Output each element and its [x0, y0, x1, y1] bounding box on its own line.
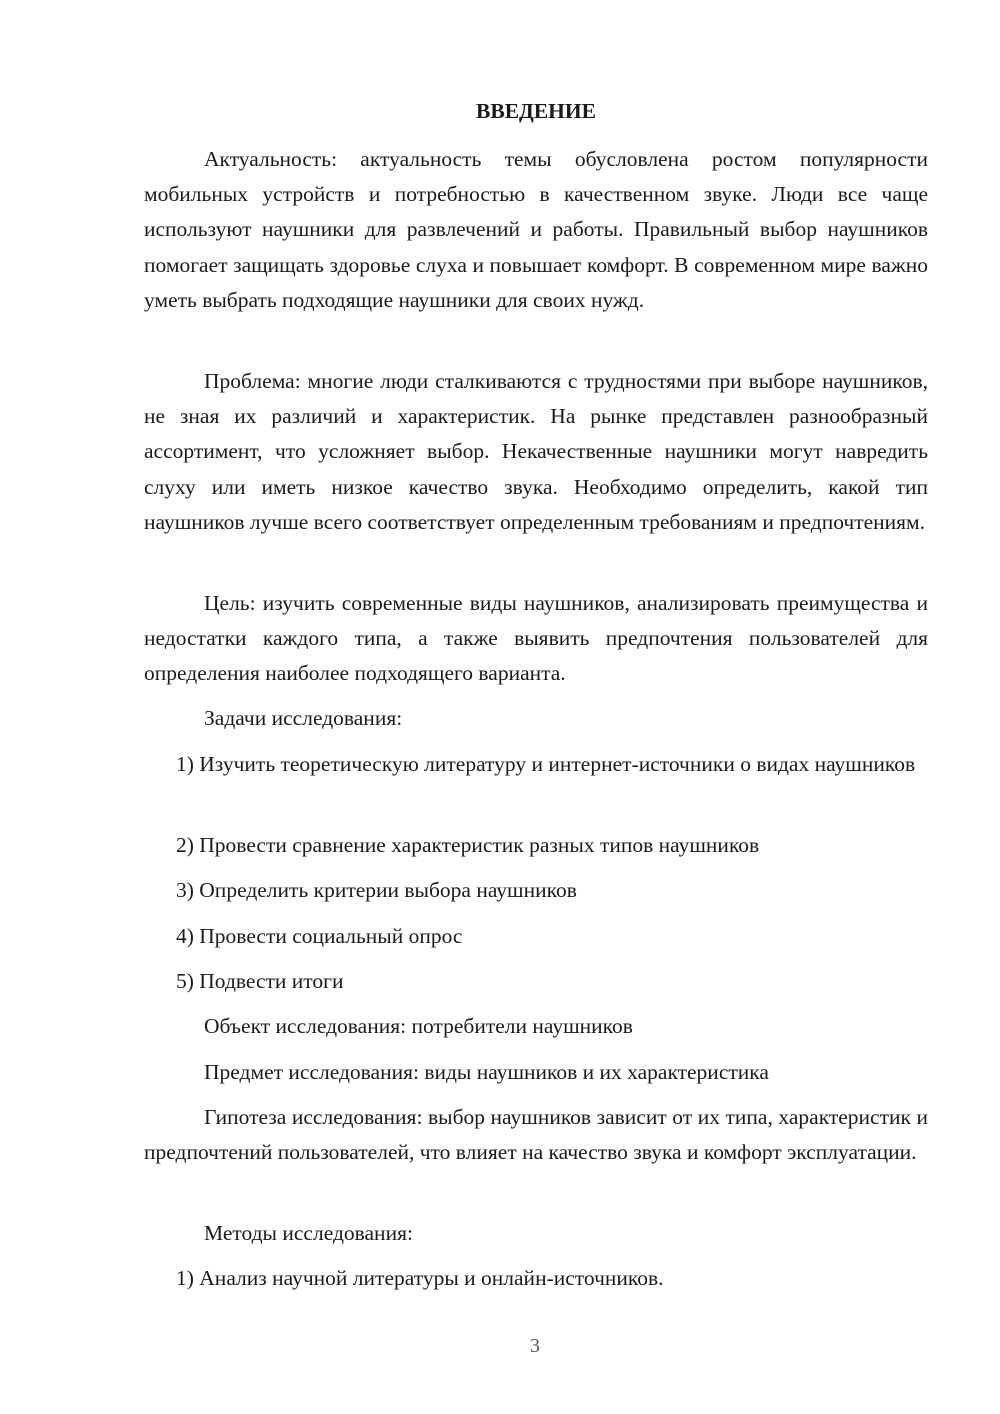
hypothesis-paragraph: Гипотеза исследования: выбор наушников зависит от их типа, характеристик и предпочтений пользователей, что влияет на качество звука и комфорт эксплуатации.	[144, 1105, 928, 1165]
task-item: 1) Изучить теоретическую литературу и интернет-источники о видах наушников	[176, 752, 916, 776]
task-item: 4) Провести социальный опрос	[176, 924, 463, 948]
tasks-heading: Задачи исследования:	[204, 706, 403, 730]
page-number: 3	[530, 1335, 540, 1357]
problem-paragraph: Проблема: многие люди сталкиваются с трудностями при выборе наушников, не зная их различий и характеристик. На рынке представлен разнообразный ассортимент, что усложняет выбор. Некачественные наушники могут навредить слуху или иметь низкое качество звука. Необходимо определить, какой тип наушников лучше всего соответствует определенным требованиям и предпочтениям.	[144, 369, 928, 534]
task-item: 3) Определить критерии выбора наушников	[176, 878, 577, 902]
methods-heading: Методы исследования:	[204, 1221, 413, 1245]
goal-paragraph: Цель: изучить современные виды наушников, анализировать преимущества и недостатки каждого типа, а также выявить предпочтения пользователей для определения наиболее подходящего варианта.	[144, 591, 928, 686]
subject-line: Предмет исследования: виды наушников и их характеристика	[204, 1060, 769, 1084]
task-item: 2) Провести сравнение характеристик разных типов наушников	[176, 833, 760, 857]
relevance-paragraph: Актуальность: актуальность темы обусловлена ростом популярности мобильных устройств и потребностью в качественном звуке. Люди все чаще используют наушники для развлечений и работы. Правильный выбор наушников помогает защищать здоровье слуха и повышает комфорт. В современном мире важно уметь выбрать подходящие наушники для своих нужд.	[144, 147, 928, 312]
method-item: 1) Анализ научной литературы и онлайн-источников.	[176, 1266, 664, 1290]
object-line: Объект исследования: потребители наушников	[204, 1014, 633, 1038]
page-title: ВВЕДЕНИЕ	[476, 99, 596, 123]
task-item: 5) Подвести итоги	[176, 969, 344, 993]
